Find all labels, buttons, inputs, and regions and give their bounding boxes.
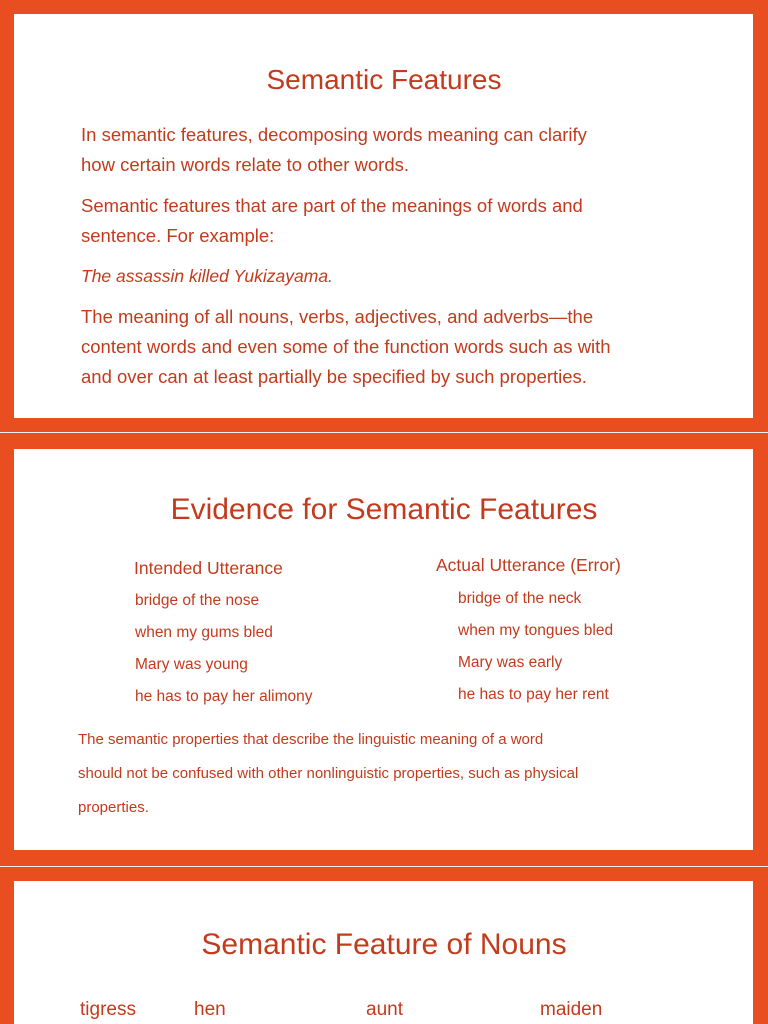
paragraph-line: how certain words relate to other words. [81, 154, 410, 175]
slide-title: Evidence for Semantic Features [170, 493, 598, 526]
paragraph-line: In semantic features, decomposing words meaning can clarify [81, 124, 587, 145]
list-item: Mary was young [135, 656, 248, 673]
paragraph-line: sentence. For example: [81, 225, 275, 246]
slide-title: Semantic Feature of Nouns [201, 928, 567, 961]
noun-word: hen [194, 999, 226, 1020]
column-header-actual: Actual Utterance (Error) [436, 555, 621, 575]
paragraph-line: Semantic features that are part of the meanings of words and [81, 195, 583, 216]
paragraph-line: content words and even some of the function words such as with [81, 336, 611, 357]
noun-word: tigress [80, 999, 136, 1020]
paragraph-line: The semantic properties that describe the linguistic meaning of a word [78, 731, 544, 748]
list-item: bridge of the neck [458, 590, 582, 607]
noun-word: aunt [366, 999, 403, 1020]
column-header-intended: Intended Utterance [134, 558, 283, 578]
list-item: when my gums bled [135, 624, 273, 641]
noun-word: maiden [540, 999, 603, 1020]
list-item: he has to pay her alimony [135, 688, 313, 705]
example-sentence: The assassin killed Yukizayama. [81, 266, 333, 286]
list-item: when my tongues bled [458, 622, 614, 639]
paragraph-line: should not be confused with other nonlinguistic properties, such as physical [78, 765, 579, 782]
list-item: Mary was early [458, 654, 563, 671]
paragraph-line: The meaning of all nouns, verbs, adjectives, and adverbs—the [81, 306, 594, 327]
list-item: bridge of the nose [135, 592, 260, 609]
paragraph-line: and over can at least partially be specified by such properties. [81, 366, 587, 387]
list-item: he has to pay her rent [458, 686, 609, 703]
paragraph-line: properties. [78, 799, 149, 816]
slide-title: Semantic Features [266, 64, 502, 95]
